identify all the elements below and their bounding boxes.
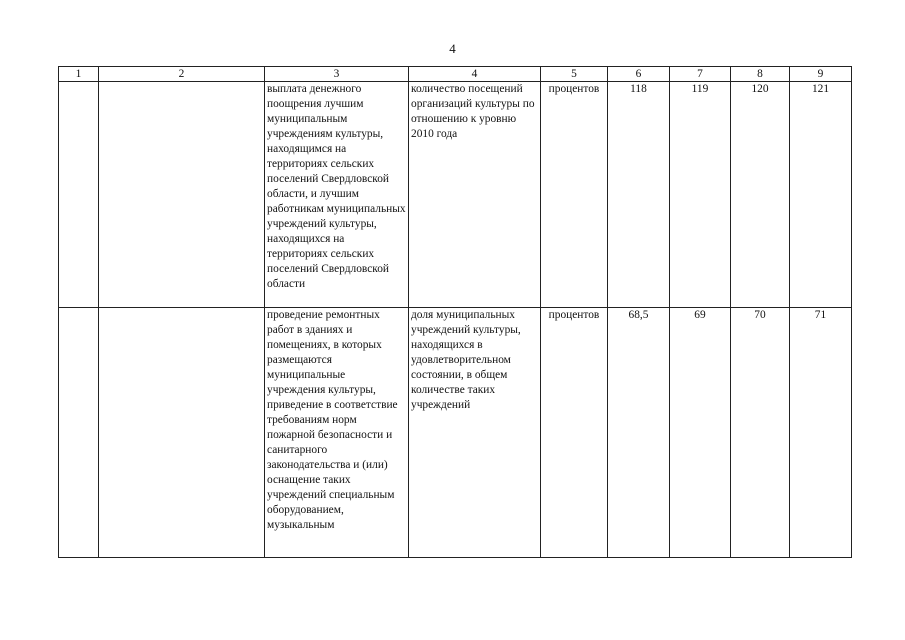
row-index-cell <box>59 82 99 308</box>
row-index-cell <box>59 308 99 558</box>
column-number-header: 2 <box>99 67 265 82</box>
page-number: 4 <box>449 41 456 56</box>
unit-cell: процентов <box>541 82 608 308</box>
value-cell: 118 <box>608 82 670 308</box>
column-number-header: 3 <box>265 67 409 82</box>
activity-cell: проведение ремонтных работ в зданиях и помещениях, в которых размещаются муниципальные учреждения культуры, приведение в соответствие требованиям норм пожарной безопасности и санитарного законодательства и (или) оснащение таких учреждений специальным оборудованием, музыкальным <box>265 308 409 558</box>
value-cell: 121 <box>790 82 852 308</box>
column-number-header: 6 <box>608 67 670 82</box>
task-cell <box>99 308 265 558</box>
column-number-header: 4 <box>409 67 541 82</box>
task-cell <box>99 82 265 308</box>
column-number-header: 9 <box>790 67 852 82</box>
table-header-row <box>59 67 852 82</box>
indicator-cell: количество посещений организаций культуры по отношению к уровню 2010 года <box>409 82 541 308</box>
value-cell: 68,5 <box>608 308 670 558</box>
column-number-header: 7 <box>670 67 731 82</box>
table-row <box>59 308 852 558</box>
table-row <box>59 82 852 308</box>
activity-cell: выплата денежного поощрения лучшим муниципальным учреждениям культуры, находящимся на территориях сельских поселений Свердловской области, и лучшим работникам муниципальных учреждений культуры, находящихся на территориях сельских поселений Свердловской области <box>265 82 409 308</box>
indicators-table <box>58 66 852 558</box>
value-cell: 119 <box>670 82 731 308</box>
unit-cell: процентов <box>541 308 608 558</box>
column-number-header: 1 <box>59 67 99 82</box>
column-number-header: 5 <box>541 67 608 82</box>
column-number-header: 8 <box>731 67 790 82</box>
value-cell: 69 <box>670 308 731 558</box>
indicator-cell: доля муниципальных учреждений культуры, находящихся в удовлетворительном состоянии, в общем количестве таких учреждений <box>409 308 541 558</box>
value-cell: 120 <box>731 82 790 308</box>
value-cell: 70 <box>731 308 790 558</box>
value-cell: 71 <box>790 308 852 558</box>
